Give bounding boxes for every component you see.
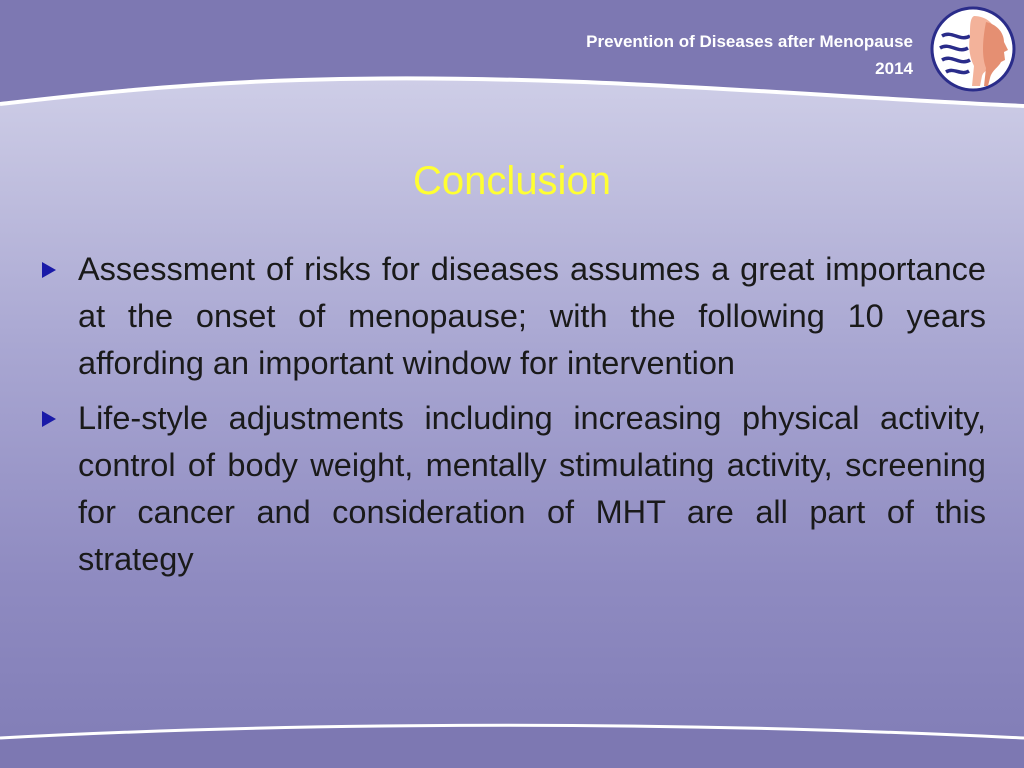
bullet-list bbox=[40, 246, 986, 591]
triangle-bullet-icon bbox=[42, 411, 56, 427]
bullet-item bbox=[40, 395, 986, 583]
header-title-line2: 2014 bbox=[875, 59, 913, 78]
triangle-bullet-icon bbox=[42, 262, 56, 278]
profile-heads-logo-icon bbox=[930, 6, 1016, 92]
slide-title: Conclusion bbox=[413, 159, 611, 203]
footer-band bbox=[0, 720, 1024, 768]
bullet-text: Life-style adjustments including increasing physical activity, control of body weight, mentally stimulating activity, screening for cancer and consideration of MHT are all part of this strategy bbox=[78, 400, 986, 577]
header-title bbox=[586, 28, 913, 82]
bullet-item bbox=[40, 246, 986, 387]
header-title-line1: Prevention of Diseases after Menopause bbox=[586, 32, 913, 51]
bullet-text: Assessment of risks for diseases assumes a great importance at the onset of menopause; with the following 10 years affording an important window for intervention bbox=[78, 251, 986, 381]
